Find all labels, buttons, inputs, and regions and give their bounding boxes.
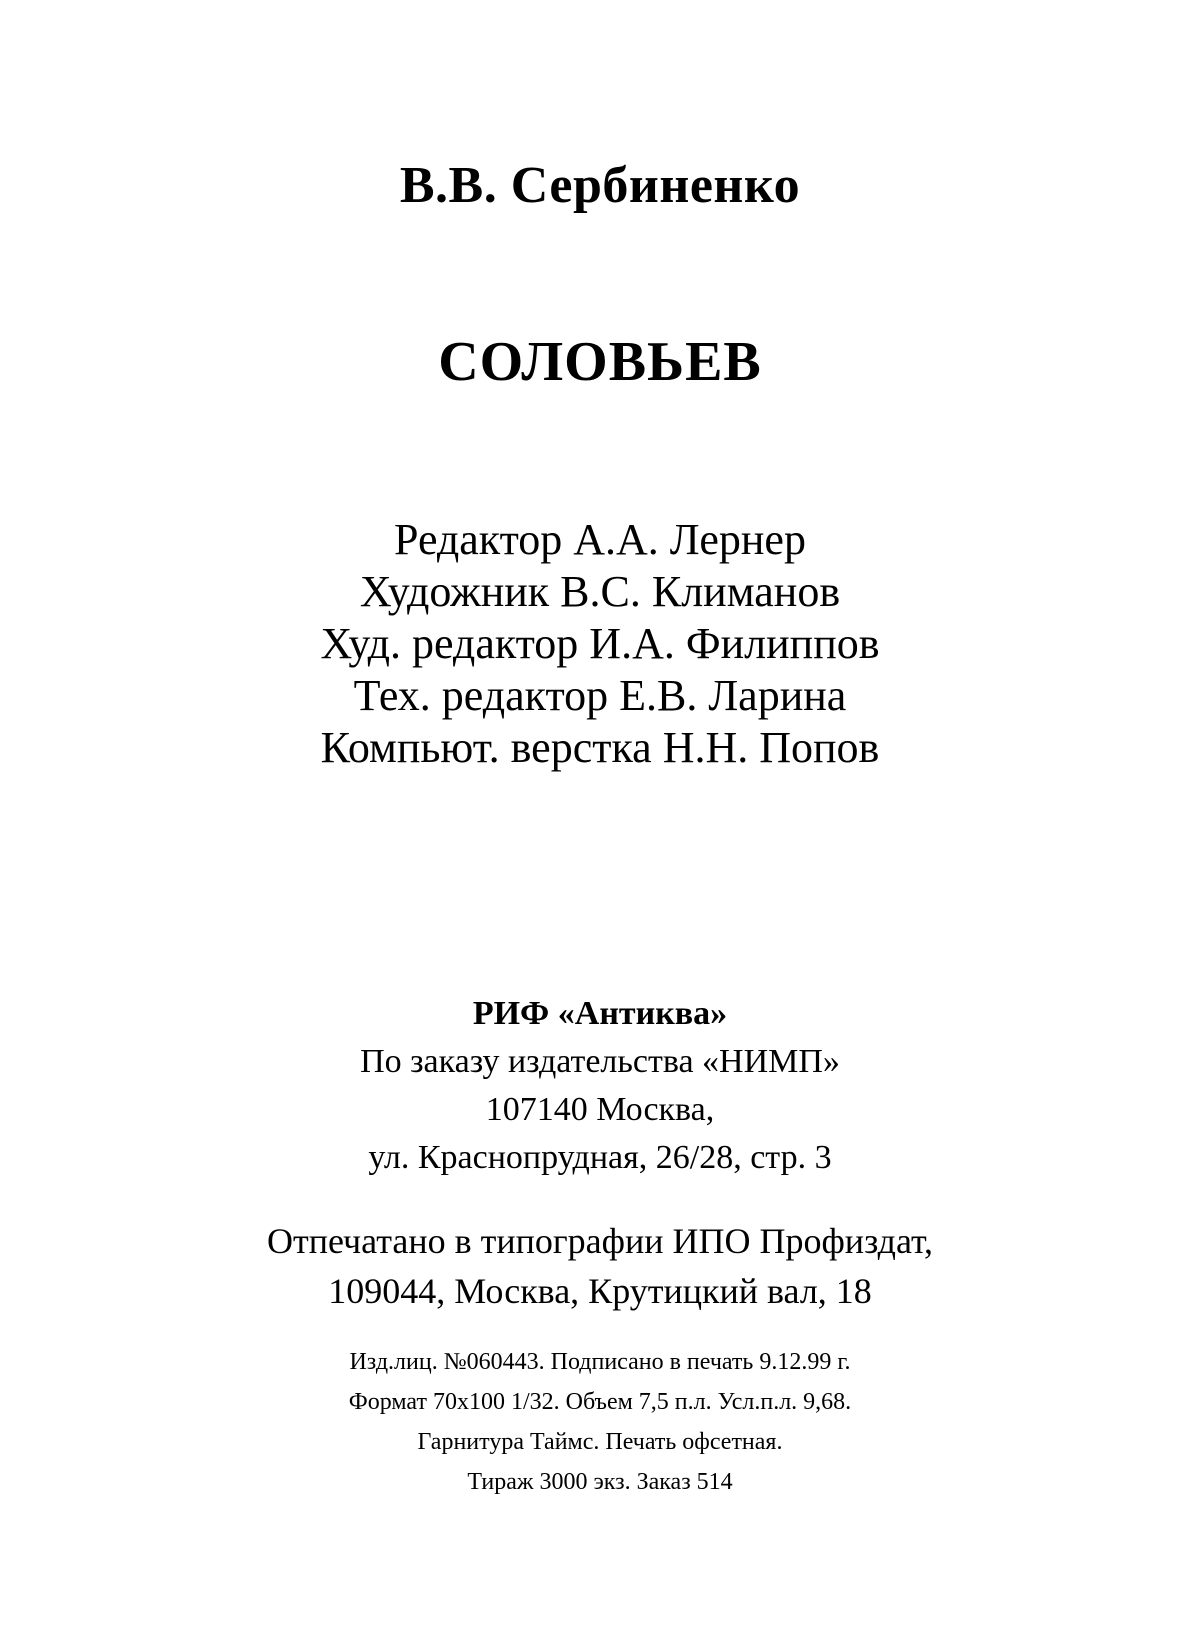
imprint-line-1: Изд.лиц. №060443. Подписано в печать 9.12.99 г. — [349, 1349, 851, 1375]
author-name: В.В. Сербиненко — [399, 157, 801, 214]
credit-art-editor: Худ. редактор И.А. Филиппов — [320, 619, 880, 668]
printing-line-1: Отпечатано в типографии ИПО Профиздат, — [266, 1221, 934, 1261]
credit-editor: Редактор А.А. Лернер — [394, 515, 806, 564]
imprint-line-3: Гарнитура Таймс. Печать офсетная. — [417, 1429, 783, 1455]
printing-house-block — [0, 1216, 1200, 1316]
publisher-address-street: ул. Краснопрудная, 26/28, стр. 3 — [368, 1139, 832, 1176]
credit-layout: Компьют. верстка Н.Н. Попов — [320, 723, 880, 772]
imprint-details — [0, 1342, 1200, 1502]
book-title: СОЛОВЬЕВ — [438, 331, 762, 393]
imprint-line-2: Формат 70x100 1/32. Объем 7,5 п.л. Усл.п.л. 9,68. — [348, 1389, 852, 1415]
publisher-order-note: По заказу издательства «НИМП» — [360, 1043, 840, 1080]
publisher-block — [0, 990, 1200, 1182]
publisher-name: РИФ «Антиква» — [472, 995, 728, 1032]
credits-block — [0, 514, 1200, 774]
credit-artist: Художник В.С. Климанов — [359, 567, 841, 616]
credit-tech-editor: Тех. редактор Е.В. Ларина — [353, 671, 847, 720]
publisher-address-city: 107140 Москва, — [485, 1091, 715, 1128]
imprint-line-4: Тираж 3000 экз. Заказ 514 — [467, 1469, 733, 1495]
printing-line-2: 109044, Москва, Крутицкий вал, 18 — [328, 1271, 872, 1311]
